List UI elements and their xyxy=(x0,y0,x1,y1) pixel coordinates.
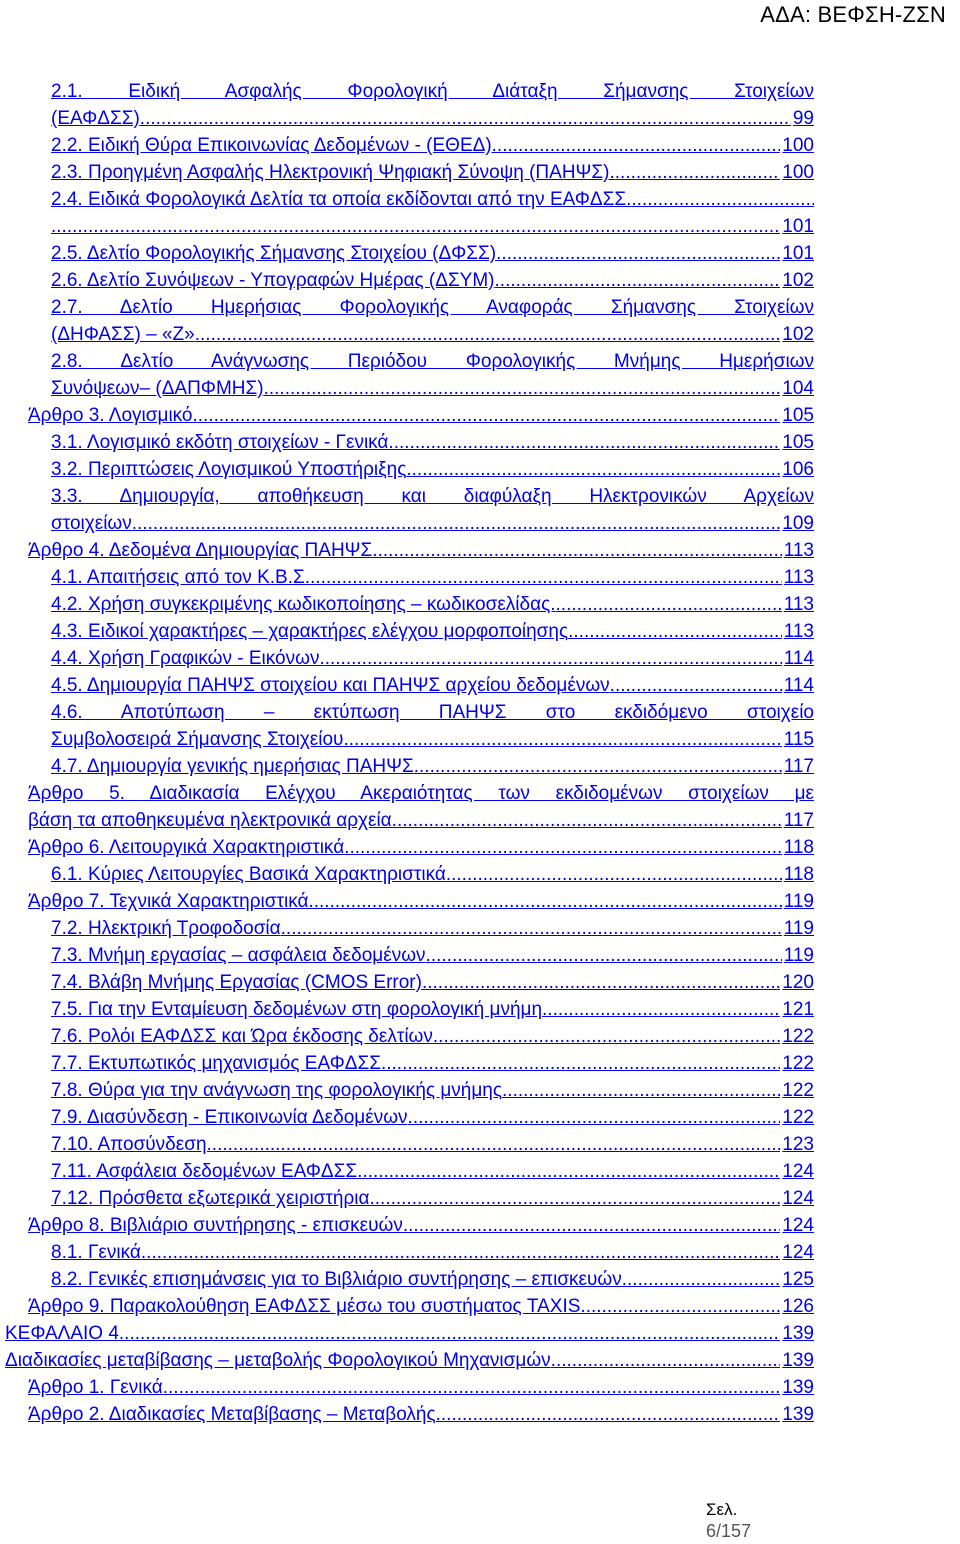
toc-entry[interactable] xyxy=(51,78,814,105)
toc-entry[interactable] xyxy=(51,213,814,240)
toc-entry-page: 119 xyxy=(783,891,814,912)
toc-entry-title: στοιχείων xyxy=(51,513,132,534)
toc-entry[interactable] xyxy=(51,1158,814,1185)
dot-leader xyxy=(502,1077,780,1104)
toc-entry-page: 139 xyxy=(782,1404,814,1425)
dot-leader xyxy=(369,1185,780,1212)
toc-entry-title: 4.6. Αποτύπωση – εκτύπωση ΠΑΗΨΣ στο εκδιδόμενο στοιχείο xyxy=(51,702,814,723)
toc-entry-page: 114 xyxy=(783,675,814,696)
toc-entry-page: 122 xyxy=(782,1026,814,1047)
toc-entry[interactable] xyxy=(51,240,814,267)
dot-leader xyxy=(580,1293,780,1320)
toc-entry[interactable] xyxy=(51,915,814,942)
toc-entry-page: 100 xyxy=(782,135,814,156)
toc-entry-title: 7.3. Μνήμη εργασίας – ασφάλεια δεδομένων xyxy=(51,945,426,966)
toc-entry-page: 105 xyxy=(782,405,814,426)
toc-entry-title: Άρθρο 3. Λογισμικό. xyxy=(28,405,198,426)
toc-entry[interactable] xyxy=(51,1104,814,1131)
toc-entry[interactable] xyxy=(51,699,814,726)
toc-entry-page: 120 xyxy=(782,972,814,993)
toc-entry[interactable] xyxy=(51,1131,814,1158)
toc-entry[interactable] xyxy=(28,1293,814,1320)
toc-entry-title: 2.5. Δελτίο Φορολογικής Σήμανσης Στοιχείου (ΔΦΣΣ) xyxy=(51,243,497,264)
toc-entry-page: 117 xyxy=(783,756,814,777)
dot-leader xyxy=(615,159,781,186)
dot-leader xyxy=(51,213,780,240)
toc-entry-page: 126 xyxy=(782,1296,814,1317)
toc-entry[interactable] xyxy=(51,1239,814,1266)
toc-entry[interactable] xyxy=(51,1185,814,1212)
toc-entry-title: 3.1. Λογισμικό εκδότη στοιχείων - Γενικά xyxy=(51,432,389,453)
toc-entry-title: 2.4. Ειδικά Φορολογικά Δελτία τα οποία εκδίδονται από την ΕΑΦΔΣΣ. xyxy=(51,189,632,210)
dot-leader xyxy=(343,726,781,753)
toc-entry-page: 124 xyxy=(782,1242,814,1263)
dot-leader xyxy=(495,267,781,294)
dot-leader xyxy=(422,969,780,996)
toc-entry-page: 102 xyxy=(782,324,814,345)
toc-entry-page: 113 xyxy=(783,540,814,561)
toc-entry-title: 7.4. Βλάβη Μνήμης Εργασίας (CMOS Error) xyxy=(51,972,422,993)
dot-leader xyxy=(542,996,780,1023)
toc-entry[interactable] xyxy=(51,294,814,321)
dot-leader xyxy=(198,402,781,429)
toc-entry[interactable] xyxy=(51,969,814,996)
toc-entry[interactable] xyxy=(51,861,814,888)
dot-leader xyxy=(132,510,781,537)
toc-entry-page: 118 xyxy=(783,837,814,858)
toc-entry-page: 100 xyxy=(782,162,814,183)
toc-entry-title: Άρθρο 8. Βιβλιάριο συντήρησης - επισκευών xyxy=(28,1215,403,1236)
toc-entry[interactable] xyxy=(51,483,814,510)
dot-leader xyxy=(163,1374,781,1401)
toc-entry-page: 101 xyxy=(782,216,814,237)
toc-entry-page: 113 xyxy=(783,594,814,615)
dot-leader xyxy=(119,1320,780,1347)
toc-entry[interactable] xyxy=(51,105,814,132)
toc-entry-page: 102 xyxy=(782,270,814,291)
toc-entry-title: (ΕΑΦΔΣΣ) xyxy=(51,108,140,129)
dot-leader xyxy=(344,834,782,861)
toc-entry-title: Συνόψεων– (ΔΑΠΦΜΗΣ) xyxy=(51,378,264,399)
toc-entry[interactable] xyxy=(51,348,814,375)
dot-leader xyxy=(556,591,782,618)
toc-entry-title: 7.5. Για την Ενταμίευση δεδομένων στη φορολογική μνήμη xyxy=(51,999,543,1020)
toc-entry-page: 139 xyxy=(782,1377,814,1398)
toc-entry-title: Άρθρο 2. Διαδικασίες Μεταβίβασης – Μεταβολής xyxy=(28,1404,436,1425)
toc-entry-page: 122 xyxy=(782,1080,814,1101)
toc-entry[interactable] xyxy=(51,996,814,1023)
toc-entry-page: 139 xyxy=(782,1323,814,1344)
toc-entry-page: 106 xyxy=(782,459,814,480)
toc-entry[interactable] xyxy=(51,753,814,780)
toc-entry-page: 124 xyxy=(782,1188,814,1209)
toc-entry[interactable] xyxy=(51,159,814,186)
toc-entry-title: 7.7. Εκτυπωτικός μηχανισμός ΕΑΦΔΣΣ xyxy=(51,1053,381,1074)
toc-entry-title: 2.6. Δελτίο Συνόψεων - Υπογραφών Ημέρας (ΔΣΥΜ) xyxy=(51,270,495,291)
toc-entry-title: Άρθρο 1. Γενικά xyxy=(28,1377,163,1398)
toc-entry-title: 4.2. Χρήση συγκεκριμένης κωδικοποίησης – κωδικοσελίδας. xyxy=(51,594,556,615)
toc-entry-page: 121 xyxy=(782,999,814,1020)
toc-entry-title: Άρθρο 4. Δεδομένα Δημιουργίας ΠΑΗΨΣ xyxy=(28,540,373,561)
toc-entry-title: 7.9. Διασύνδεση - Επικοινωνία Δεδομένων xyxy=(51,1107,408,1128)
toc-entry[interactable] xyxy=(51,321,814,348)
toc-entry-title: 3.2. Περιπτώσεις Λογισμικού Υποστήριξης xyxy=(51,459,407,480)
toc-entry[interactable] xyxy=(51,591,814,618)
toc-entry-title: 7.2. Ηλεκτρική Τροφοδοσία xyxy=(51,918,281,939)
dot-leader xyxy=(446,861,782,888)
toc-entry-title: 4.7. Δημιουργία γενικής ημερήσιας ΠΑΗΨΣ xyxy=(51,756,414,777)
dot-leader xyxy=(264,375,781,402)
toc-entry-page: 119 xyxy=(783,918,814,939)
page-number: 6/157 xyxy=(706,1521,752,1541)
dot-leader xyxy=(310,564,782,591)
toc-entry-page: 117 xyxy=(783,810,814,831)
toc-entry-title: βάση τα αποθηκευμένα ηλεκτρονικά αρχεία. xyxy=(28,810,397,831)
toc-entry[interactable] xyxy=(51,456,814,483)
toc-entry[interactable] xyxy=(28,1401,814,1428)
toc-entry-page: 123 xyxy=(782,1134,814,1155)
toc-entry-title: (ΔΗΦΑΣΣ) – «Ζ» xyxy=(51,324,195,345)
dot-leader xyxy=(551,1347,781,1374)
toc-entry[interactable] xyxy=(51,267,814,294)
toc-entry-title: Άρθρο 9. Παρακολούθηση ΕΑΦΔΣΣ μέσω του συστήματος TAXIS xyxy=(28,1296,581,1317)
toc-entry[interactable] xyxy=(51,1077,814,1104)
toc-entry-page: 124 xyxy=(782,1161,814,1182)
toc-entry-page: 113 xyxy=(783,567,814,588)
toc-entry[interactable] xyxy=(51,942,814,969)
dot-leader xyxy=(610,672,782,699)
toc-entry-page: 105 xyxy=(782,432,814,453)
toc-entry-title: ΚΕΦΑΛΑΙΟ 4 xyxy=(5,1323,119,1344)
toc-entry[interactable] xyxy=(28,1374,814,1401)
toc-entry-page: 115 xyxy=(783,729,814,750)
toc-entry[interactable] xyxy=(51,672,814,699)
toc-entry[interactable] xyxy=(51,726,814,753)
toc-entry-title: 7.6. Ρολόι ΕΑΦΔΣΣ και Ώρα έκδοσης δελτίων xyxy=(51,1026,433,1047)
toc-entry-title: 2.2. Ειδική Θύρα Επικοινωνίας Δεδομένων - (ΕΘΕΔ) xyxy=(51,135,492,156)
toc-entry-page: 118 xyxy=(783,864,814,885)
toc-entry[interactable] xyxy=(28,402,814,429)
toc-entry-title: 7.8. Θύρα για την ανάγνωση της φορολογικής μνήμης xyxy=(51,1080,503,1101)
toc-entry-page: 99 xyxy=(792,108,814,129)
toc-entry[interactable] xyxy=(51,186,814,213)
dot-leader xyxy=(207,1131,781,1158)
toc-entry-page: 104 xyxy=(782,378,814,399)
dot-leader xyxy=(426,942,782,969)
dot-leader xyxy=(388,429,780,456)
toc-entry-title: 2.7. Δελτίο Ημερήσιας Φορολογικής Αναφοράς Σήμανσης Στοιχείων xyxy=(51,297,814,318)
toc-entry-title: 7.10. Αποσύνδεση xyxy=(51,1134,207,1155)
toc-entry-page: 122 xyxy=(782,1053,814,1074)
toc-entry-title: 8.1. Γενικά xyxy=(51,1242,141,1263)
dot-leader xyxy=(140,105,791,132)
dot-leader xyxy=(631,186,814,213)
toc-entry[interactable] xyxy=(51,132,814,159)
dot-leader xyxy=(372,537,781,564)
toc-entry[interactable] xyxy=(28,807,814,834)
page-label: Σελ. xyxy=(706,1500,738,1519)
dot-leader xyxy=(568,618,782,645)
toc-entry[interactable] xyxy=(28,1212,814,1239)
toc-entry-title: Άρθρο 6. Λειτουργικά Χαρακτηριστικά xyxy=(28,837,345,858)
toc-entry-page: 122 xyxy=(782,1107,814,1128)
toc-entry[interactable] xyxy=(5,1347,814,1374)
dot-leader xyxy=(381,1050,780,1077)
toc-entry-page: 101 xyxy=(782,243,814,264)
toc-entry-page: 124 xyxy=(782,1215,814,1236)
dot-leader xyxy=(627,1266,780,1293)
dot-leader xyxy=(492,132,781,159)
toc-entry-page: 114 xyxy=(783,648,814,669)
toc-entry[interactable] xyxy=(51,375,814,402)
toc-entry-page: 125 xyxy=(782,1269,814,1290)
toc-entry-title: 8.2. Γενικές επισημάνσεις για το Βιβλιάριο συντήρησης – επισκευών. xyxy=(51,1269,628,1290)
dot-leader xyxy=(403,1212,780,1239)
toc-entry[interactable] xyxy=(28,834,814,861)
toc-entry-page: 119 xyxy=(783,945,814,966)
toc-entry[interactable] xyxy=(28,888,814,915)
dot-leader xyxy=(308,888,781,915)
toc-entry[interactable] xyxy=(28,537,814,564)
toc-entry-title: 4.3. Ειδικοί χαρακτήρες – χαρακτήρες ελέγχου μορφοποίησης xyxy=(51,621,569,642)
dot-leader xyxy=(433,1023,780,1050)
toc-entry[interactable] xyxy=(51,1050,814,1077)
toc-entry-title: Άρθρο 5. Διαδικασία Ελέγχου Ακεραιότητας των εκδιδομένων στοιχείων με xyxy=(28,783,814,804)
dot-leader xyxy=(325,645,782,672)
toc-entry-title: 6.1. Κύριες Λειτουργίες Βασικά Χαρακτηριστικά xyxy=(51,864,446,885)
dot-leader xyxy=(141,1239,780,1266)
dot-leader xyxy=(195,321,781,348)
toc-entry-title: 2.1. Ειδική Ασφαλής Φορολογική Διάταξη Σήμανσης Στοιχείων xyxy=(51,81,814,102)
toc-entry-title: 2.3. Προηγμένη Ασφαλής Ηλεκτρονική Ψηφιακή Σύνοψη (ΠΑΗΨΣ). xyxy=(51,162,615,183)
dot-leader xyxy=(357,1158,780,1185)
dot-leader xyxy=(496,240,780,267)
toc-entry-title: 7.11. Ασφάλεια δεδομένων ΕΑΦΔΣΣ xyxy=(51,1161,358,1182)
toc-entry-title: Διαδικασίες μεταβίβασης – μεταβολής Φορολογικού Μηχανισμών xyxy=(5,1350,551,1371)
toc-entry-title: 3.3. Δημιουργία, αποθήκευση και διαφύλαξη Ηλεκτρονικών Αρχείων xyxy=(51,486,814,507)
dot-leader xyxy=(281,915,782,942)
toc-entry[interactable] xyxy=(5,1320,814,1347)
ada-watermark: ΑΔΑ: ΒΕΦΣΗ-ΖΣΝ xyxy=(760,2,946,27)
toc-entry-title: Άρθρο 7. Τεχνικά Χαρακτηριστικά xyxy=(28,891,309,912)
toc-entry[interactable] xyxy=(51,1023,814,1050)
toc-entry[interactable] xyxy=(28,780,814,807)
toc-entry-title: 4.5. Δημιουργία ΠΑΗΨΣ στοιχείου και ΠΑΗΨΣ αρχείου δεδομένων xyxy=(51,675,610,696)
toc-entry[interactable] xyxy=(51,645,814,672)
toc-entry-page: 113 xyxy=(783,621,814,642)
toc-entry-title: 4.4. Χρήση Γραφικών - Εικόνων. xyxy=(51,648,325,669)
toc-entry[interactable] xyxy=(51,618,814,645)
toc-entry[interactable] xyxy=(51,1266,814,1293)
dot-leader xyxy=(408,1104,781,1131)
toc-entry-title: 2.8. Δελτίο Ανάγνωσης Περιόδου Φορολογικής Μνήμης Ημερήσιων xyxy=(51,351,814,372)
toc-entry[interactable] xyxy=(51,510,814,537)
toc-entry-title: 7.12. Πρόσθετα εξωτερικά χειριστήρια xyxy=(51,1188,370,1209)
toc-entry[interactable] xyxy=(51,564,814,591)
toc-entry-title: Συμβολοσειρά Σήμανσης Στοιχείου xyxy=(51,729,344,750)
toc-entry[interactable] xyxy=(51,429,814,456)
toc-entry-title: 4.1. Απαιτήσεις από τον Κ.Β.Σ. xyxy=(51,567,311,588)
toc-entry-page: 139 xyxy=(782,1350,814,1371)
toc-entry-page: 109 xyxy=(782,513,814,534)
dot-leader xyxy=(406,456,780,483)
dot-leader xyxy=(397,807,782,834)
dot-leader xyxy=(436,1401,781,1428)
dot-leader xyxy=(414,753,782,780)
